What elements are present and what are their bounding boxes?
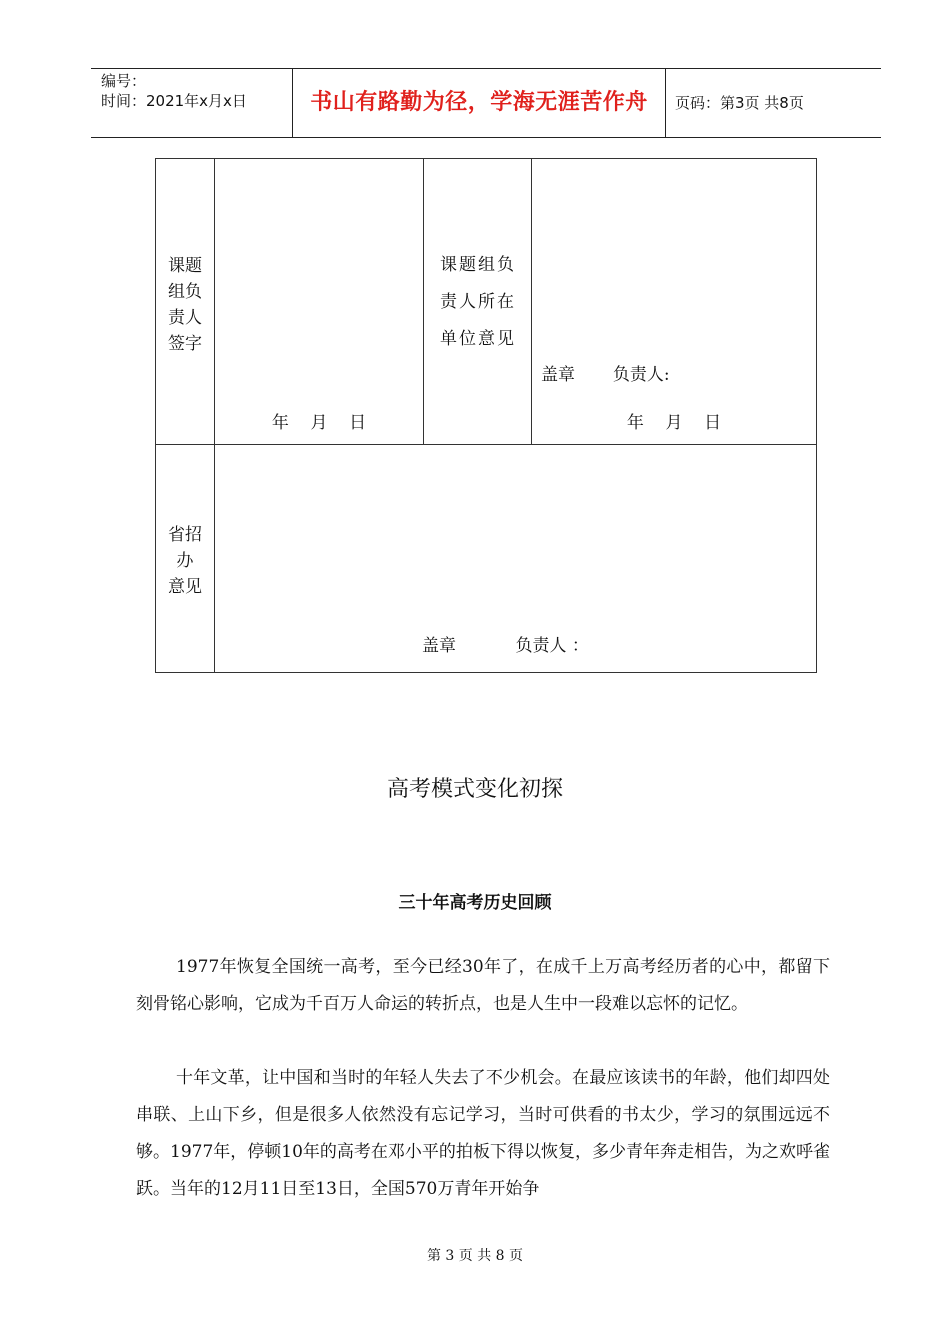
time-label: 时间：2021年x月x日 (101, 92, 247, 110)
page-footer: 第 3 页 共 8 页 (426, 1248, 524, 1264)
approval-form-table (155, 158, 817, 673)
label-line: 课题组负 (440, 255, 516, 275)
label-line: 办 (176, 551, 194, 571)
label-line: 单位意见 (440, 329, 516, 349)
unit-seal-line: 盖章 负责人: (541, 365, 670, 385)
col-divider (531, 159, 532, 444)
doc-number-label: 编号： (101, 72, 147, 90)
unit-date: 年 月 日 (626, 413, 722, 433)
header-page-number: 页码：第3页 共8页 (675, 94, 804, 112)
province-seal-line: 盖章 负责人 ： (422, 636, 589, 656)
label-line: 组负 (168, 282, 202, 302)
label-line: 课题 (168, 256, 202, 276)
article-title: 高考模式变化初探 (386, 777, 563, 802)
col-divider (423, 159, 424, 444)
label-line: 意见 (168, 577, 202, 597)
paragraph: 1977年恢复全国统一高考，至今已经30年了，在成千上万高考经历者的心中，都留下刻骨铭心影响，它成为千百万人命运的转折点，也是人生中一段难以忘怀的记忆。 (136, 957, 830, 1014)
header-divider (665, 69, 666, 137)
leader-signature-label (165, 253, 205, 357)
row-divider (156, 444, 816, 445)
label-line: 责人 (168, 308, 202, 328)
label-line: 签字 (168, 334, 202, 354)
unit-opinion-label (440, 247, 516, 358)
header-meta (101, 71, 247, 111)
header-motto: 书山有路勤为径，学海无涯苦作舟 (310, 90, 648, 115)
label-line: 责人所在 (440, 292, 516, 312)
page-header (91, 68, 881, 138)
section-title: 三十年高考历史回顾 (398, 893, 552, 913)
label-line: 省招 (168, 525, 202, 545)
province-opinion-label (165, 522, 205, 600)
leader-signature-date: 年 月 日 (271, 413, 367, 433)
paragraph: 十年文革，让中国和当时的年轻人失去了不少机会。在最应该读书的年龄，他们却四处串联、上山下乡，但是很多人依然没有忘记学习，当时可供看的书太少，学习的氛围远远不够。1977年，停顿10年的高考在邓小平的拍板下得以恢复，多少青年奔走相告，为之欢呼雀跃。当年的12月11日至13日，全国570万青年开始争 (136, 1068, 830, 1199)
